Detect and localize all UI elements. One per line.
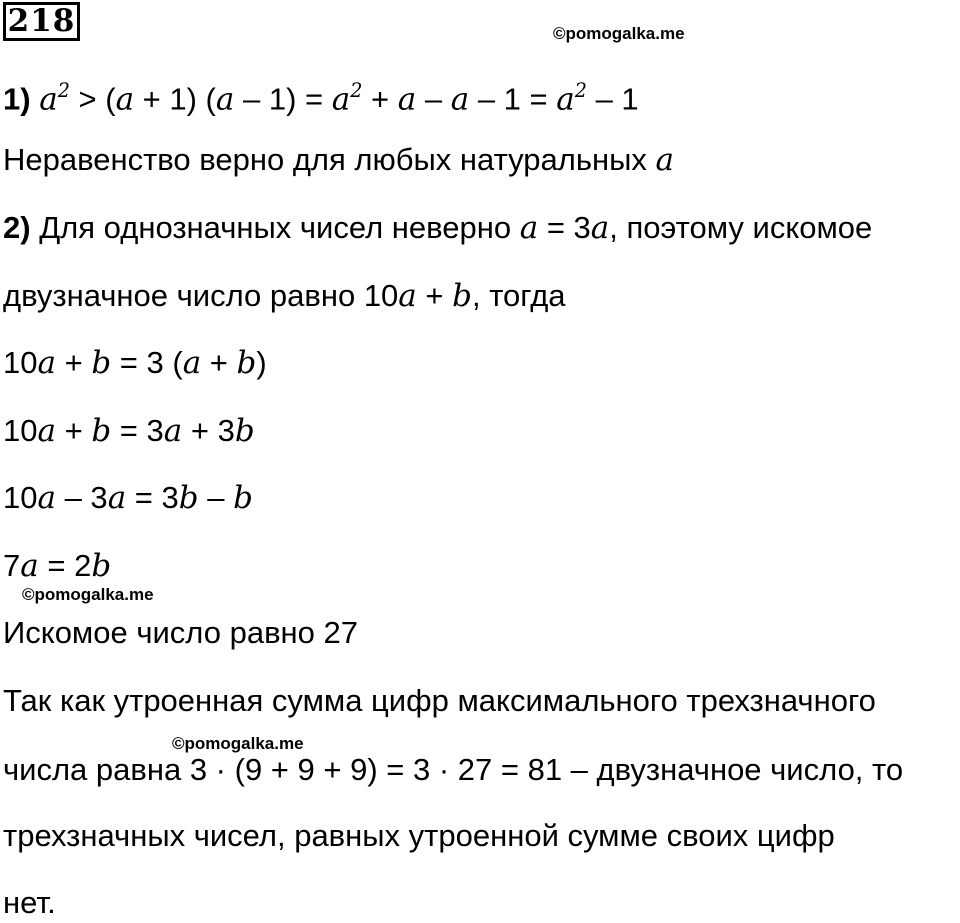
conclusion-line-1: Так как утроенная сумма цифр максимального трехзначного <box>3 683 876 718</box>
part1-label: 1) <box>3 81 31 117</box>
part2-intro: 2) Для однозначных чисел неверно a = 3a, поэтому искомое <box>3 210 873 246</box>
watermark: ©pomogalka.me <box>172 734 304 753</box>
conclusion-line-2: числа равна 3 · (9 + 9 + 9) = 3 · 27 = 81 – двузначное число, то <box>3 752 904 787</box>
equation-2: 10a + b = 3a + 3b <box>3 413 255 449</box>
equation-4: 7a = 2b <box>3 548 112 584</box>
watermark: ©pomogalka.me <box>22 585 154 604</box>
part1-equation: 1) $a^2 > (a + 1)$ $(a - 1) = a^2 + a - a - 1 = a^2 - 1$ <box>3 79 639 118</box>
problem-number-badge: 218 <box>3 2 80 41</box>
part2-label: 2) <box>3 210 31 245</box>
part1-statement: Неравенство верно для любых натуральных a <box>3 142 674 178</box>
part2-number-form: двузначное число равно 10a + b, тогда <box>3 278 566 314</box>
equation-1: 10a + b = 3 (a + b) <box>3 345 267 381</box>
conclusion-line-3: трехзначных чисел, равных утроенной сумме своих цифр <box>3 818 835 853</box>
conclusion-line-4: нет. <box>3 885 56 920</box>
result-text: Искомое число равно 27 <box>3 615 359 650</box>
watermark: ©pomogalka.me <box>553 24 685 43</box>
equation-3: 10a – 3a = 3b – b <box>3 480 253 516</box>
